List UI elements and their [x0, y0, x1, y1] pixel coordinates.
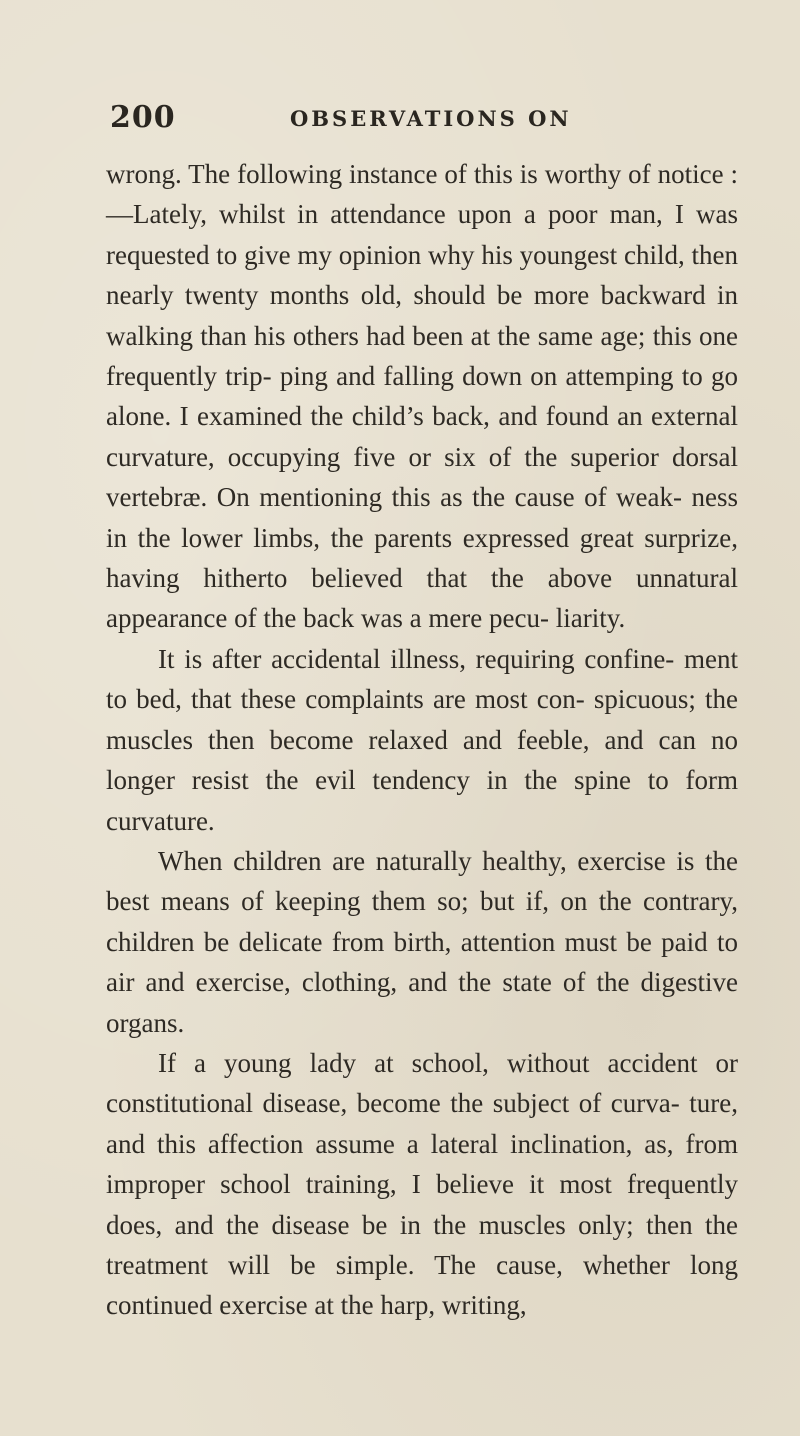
page-number: 200 [110, 100, 176, 135]
running-head [110, 100, 750, 140]
paragraph-young-lady: If a young lady at school, without accident or constitutional disease, become the subject of curva- ture, and this affection assume a lateral inclination, as, from improper school training, I believe it most frequently does, and the disease be in the muscles only; then the treatment will be simple. The cause, whether long continued exercise at the harp, writing, [106, 1047, 738, 1321]
body-text [106, 154, 738, 1326]
paragraph-continuation: wrong. The following instance of this is worthy of notice :—Lately, whilst in attendance upon a poor man, I was requested to give my opinion why his youngest child, then nearly twenty months old, should be more backward in walking than his others had been at the same age; this one frequently trip- ping and falling down on attemping to go alone. I examined the child’s back, and found an external curvature, occupying five or six of the superior dorsal vertebræ. On mentioning this as the cause of weak- ness in the lower limbs, the parents expressed great surprize, having hitherto believed that the above unnatural appearance of the back was a mere pecu- liarity. [106, 159, 738, 634]
running-title: OBSERVATIONS ON [290, 106, 572, 131]
paragraph-healthy-children: When children are naturally healthy, exercise is the best means of keeping them so; but if, on the contrary, children be delicate from birth, attention must be paid to air and exercise, clothing, and the state of the digestive organs. [106, 845, 738, 1038]
paragraph-illness: It is after accidental illness, requiring confine- ment to bed, that these complaints are most con- spicuous; the muscles then become relaxed and feeble, and can no longer resist the evil tendency in the spine to form curvature. [106, 643, 738, 836]
